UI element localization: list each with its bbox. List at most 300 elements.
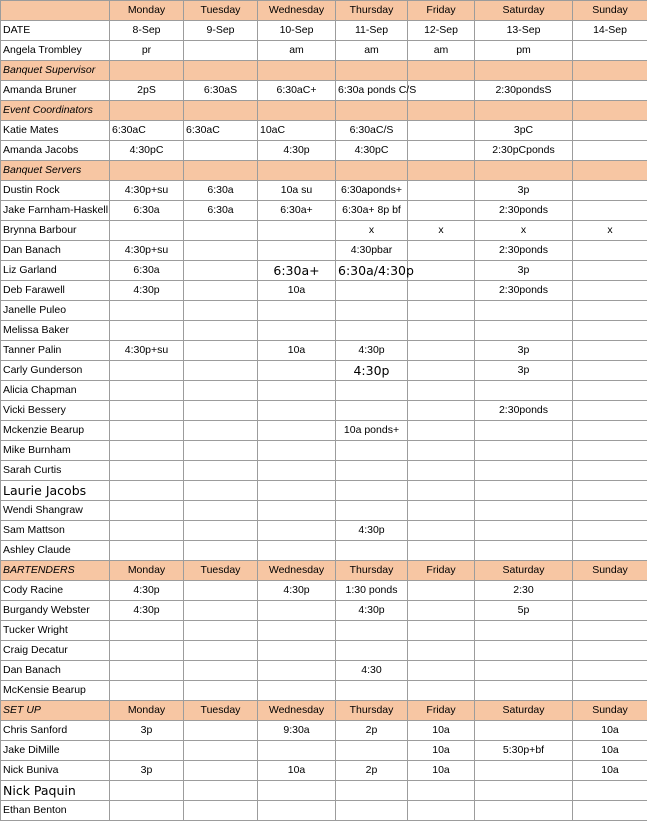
cell-sunday[interactable]: [573, 141, 647, 161]
cell-saturday[interactable]: [475, 621, 573, 641]
cell-friday[interactable]: [408, 181, 475, 201]
cell-wednesday[interactable]: [258, 321, 336, 341]
cell-monday[interactable]: 6:30a: [110, 201, 184, 221]
row-label[interactable]: Tanner Palin: [1, 341, 110, 361]
cell-sunday[interactable]: [573, 501, 647, 521]
cell-tuesday[interactable]: [184, 581, 258, 601]
cell-monday[interactable]: [110, 681, 184, 701]
cell-friday[interactable]: [408, 541, 475, 561]
cell-wednesday[interactable]: [258, 781, 336, 801]
cell-saturday[interactable]: Saturday: [475, 1, 573, 21]
cell-sunday[interactable]: [573, 181, 647, 201]
cell-thursday[interactable]: [336, 61, 408, 81]
cell-saturday[interactable]: 3p: [475, 361, 573, 381]
cell-saturday[interactable]: [475, 501, 573, 521]
cell-saturday[interactable]: [475, 101, 573, 121]
cell-thursday[interactable]: [336, 681, 408, 701]
cell-tuesday[interactable]: [184, 61, 258, 81]
cell-saturday[interactable]: Saturday: [475, 561, 573, 581]
cell-saturday[interactable]: [475, 61, 573, 81]
cell-thursday[interactable]: [336, 161, 408, 181]
row-label[interactable]: Mike Burnham: [1, 441, 110, 461]
cell-monday[interactable]: 4:30p+su: [110, 181, 184, 201]
cell-tuesday[interactable]: [184, 381, 258, 401]
cell-sunday[interactable]: [573, 321, 647, 341]
cell-thursday[interactable]: [336, 541, 408, 561]
cell-thursday[interactable]: 4:30p: [336, 341, 408, 361]
row-label[interactable]: Jake Farnham-Haskell: [1, 201, 110, 221]
cell-friday[interactable]: [408, 661, 475, 681]
cell-sunday[interactable]: [573, 421, 647, 441]
cell-sunday[interactable]: [573, 281, 647, 301]
cell-sunday[interactable]: [573, 161, 647, 181]
cell-wednesday[interactable]: [258, 441, 336, 461]
cell-friday[interactable]: [408, 361, 475, 381]
section-label[interactable]: Banquet Supervisor: [1, 61, 110, 81]
cell-friday[interactable]: 10a: [408, 721, 475, 741]
cell-wednesday[interactable]: 10a: [258, 281, 336, 301]
cell-saturday[interactable]: 2:30ponds: [475, 241, 573, 261]
cell-thursday[interactable]: [336, 781, 408, 801]
cell-friday[interactable]: [408, 161, 475, 181]
cell-saturday[interactable]: 2:30ponds: [475, 201, 573, 221]
cell-tuesday[interactable]: [184, 481, 258, 501]
row-label[interactable]: Dan Banach: [1, 241, 110, 261]
cell-friday[interactable]: [408, 301, 475, 321]
cell-sunday[interactable]: [573, 641, 647, 661]
row-label[interactable]: Wendi Shangraw: [1, 501, 110, 521]
cell-sunday[interactable]: [573, 601, 647, 621]
cell-monday[interactable]: [110, 781, 184, 801]
row-label[interactable]: Katie Mates: [1, 121, 110, 141]
cell-wednesday[interactable]: [258, 241, 336, 261]
cell-thursday[interactable]: [336, 381, 408, 401]
cell-tuesday[interactable]: [184, 461, 258, 481]
cell-sunday[interactable]: Sunday: [573, 1, 647, 21]
cell-sunday[interactable]: [573, 661, 647, 681]
cell-thursday[interactable]: 6:30a ponds C/S: [336, 81, 408, 101]
cell-wednesday[interactable]: 10a su: [258, 181, 336, 201]
row-label[interactable]: [1, 1, 110, 21]
row-label[interactable]: Amanda Bruner: [1, 81, 110, 101]
cell-wednesday[interactable]: [258, 521, 336, 541]
cell-saturday[interactable]: [475, 301, 573, 321]
cell-friday[interactable]: Friday: [408, 561, 475, 581]
cell-tuesday[interactable]: [184, 401, 258, 421]
cell-saturday[interactable]: [475, 481, 573, 501]
cell-tuesday[interactable]: [184, 161, 258, 181]
cell-thursday[interactable]: [336, 621, 408, 641]
cell-monday[interactable]: [110, 161, 184, 181]
cell-tuesday[interactable]: [184, 261, 258, 281]
cell-tuesday[interactable]: [184, 141, 258, 161]
cell-thursday[interactable]: [336, 441, 408, 461]
cell-tuesday[interactable]: [184, 501, 258, 521]
cell-friday[interactable]: [408, 281, 475, 301]
cell-wednesday[interactable]: 6:30a+: [258, 261, 336, 281]
cell-sunday[interactable]: [573, 301, 647, 321]
cell-sunday[interactable]: [573, 201, 647, 221]
cell-wednesday[interactable]: [258, 661, 336, 681]
cell-thursday[interactable]: 4:30pbar: [336, 241, 408, 261]
cell-saturday[interactable]: [475, 681, 573, 701]
cell-monday[interactable]: [110, 481, 184, 501]
cell-monday[interactable]: 4:30p: [110, 281, 184, 301]
cell-friday[interactable]: [408, 321, 475, 341]
cell-friday[interactable]: 12-Sep: [408, 21, 475, 41]
row-label[interactable]: Vicki Bessery: [1, 401, 110, 421]
cell-saturday[interactable]: [475, 381, 573, 401]
cell-saturday[interactable]: [475, 521, 573, 541]
cell-thursday[interactable]: 4:30: [336, 661, 408, 681]
cell-friday[interactable]: [408, 781, 475, 801]
cell-wednesday[interactable]: [258, 641, 336, 661]
cell-wednesday[interactable]: [258, 741, 336, 761]
cell-saturday[interactable]: 5:30p+bf: [475, 741, 573, 761]
row-label[interactable]: Nick Paquin: [1, 781, 110, 801]
cell-saturday[interactable]: 2:30pCponds: [475, 141, 573, 161]
cell-monday[interactable]: [110, 521, 184, 541]
cell-friday[interactable]: [408, 601, 475, 621]
cell-thursday[interactable]: 4:30p: [336, 361, 408, 381]
cell-sunday[interactable]: [573, 681, 647, 701]
cell-friday[interactable]: [408, 441, 475, 461]
cell-friday[interactable]: [408, 261, 475, 281]
row-label[interactable]: Jake DiMille: [1, 741, 110, 761]
cell-monday[interactable]: 4:30p: [110, 581, 184, 601]
cell-wednesday[interactable]: [258, 481, 336, 501]
cell-thursday[interactable]: 10a ponds+: [336, 421, 408, 441]
cell-friday[interactable]: [408, 481, 475, 501]
cell-thursday[interactable]: [336, 321, 408, 341]
cell-sunday[interactable]: [573, 341, 647, 361]
cell-thursday[interactable]: Thursday: [336, 1, 408, 21]
cell-sunday[interactable]: [573, 121, 647, 141]
cell-tuesday[interactable]: Tuesday: [184, 1, 258, 21]
cell-friday[interactable]: [408, 81, 475, 101]
cell-friday[interactable]: [408, 121, 475, 141]
cell-thursday[interactable]: 2p: [336, 721, 408, 741]
row-label[interactable]: Amanda Jacobs: [1, 141, 110, 161]
cell-thursday[interactable]: [336, 461, 408, 481]
row-label[interactable]: Ethan Benton: [1, 801, 110, 821]
cell-saturday[interactable]: [475, 781, 573, 801]
cell-sunday[interactable]: [573, 441, 647, 461]
cell-saturday[interactable]: [475, 641, 573, 661]
cell-thursday[interactable]: am: [336, 41, 408, 61]
cell-monday[interactable]: [110, 621, 184, 641]
cell-monday[interactable]: 3p: [110, 761, 184, 781]
cell-friday[interactable]: [408, 501, 475, 521]
cell-tuesday[interactable]: Tuesday: [184, 701, 258, 721]
cell-thursday[interactable]: 4:30pC: [336, 141, 408, 161]
row-label[interactable]: DATE: [1, 21, 110, 41]
cell-sunday[interactable]: [573, 361, 647, 381]
cell-wednesday[interactable]: [258, 601, 336, 621]
cell-tuesday[interactable]: [184, 421, 258, 441]
cell-thursday[interactable]: [336, 641, 408, 661]
section-label[interactable]: SET UP: [1, 701, 110, 721]
cell-sunday[interactable]: [573, 621, 647, 641]
cell-tuesday[interactable]: [184, 761, 258, 781]
cell-saturday[interactable]: 3p: [475, 261, 573, 281]
cell-saturday[interactable]: Saturday: [475, 701, 573, 721]
cell-thursday[interactable]: Thursday: [336, 561, 408, 581]
cell-tuesday[interactable]: [184, 281, 258, 301]
cell-tuesday[interactable]: [184, 681, 258, 701]
cell-tuesday[interactable]: [184, 321, 258, 341]
cell-sunday[interactable]: [573, 381, 647, 401]
row-label[interactable]: Laurie Jacobs: [1, 481, 110, 501]
cell-monday[interactable]: 6:30a: [110, 261, 184, 281]
cell-monday[interactable]: 2pS: [110, 81, 184, 101]
cell-friday[interactable]: [408, 201, 475, 221]
cell-monday[interactable]: 6:30aC: [110, 121, 184, 141]
cell-saturday[interactable]: 2:30: [475, 581, 573, 601]
cell-wednesday[interactable]: 6:30a+: [258, 201, 336, 221]
cell-thursday[interactable]: 4:30p: [336, 601, 408, 621]
cell-wednesday[interactable]: [258, 101, 336, 121]
cell-friday[interactable]: [408, 401, 475, 421]
cell-saturday[interactable]: 2:30ponds: [475, 401, 573, 421]
cell-saturday[interactable]: 3p: [475, 181, 573, 201]
cell-thursday[interactable]: 6:30aC/S: [336, 121, 408, 141]
cell-tuesday[interactable]: [184, 221, 258, 241]
cell-thursday[interactable]: 11-Sep: [336, 21, 408, 41]
cell-wednesday[interactable]: 10a: [258, 341, 336, 361]
cell-tuesday[interactable]: 6:30a: [184, 181, 258, 201]
cell-sunday[interactable]: [573, 61, 647, 81]
cell-monday[interactable]: Monday: [110, 1, 184, 21]
row-label[interactable]: Brynna Barbour: [1, 221, 110, 241]
cell-saturday[interactable]: 3p: [475, 341, 573, 361]
cell-monday[interactable]: [110, 61, 184, 81]
cell-wednesday[interactable]: [258, 461, 336, 481]
cell-friday[interactable]: [408, 641, 475, 661]
cell-thursday[interactable]: x: [336, 221, 408, 241]
cell-tuesday[interactable]: [184, 801, 258, 821]
cell-friday[interactable]: [408, 141, 475, 161]
cell-wednesday[interactable]: 10aC: [258, 121, 336, 141]
cell-sunday[interactable]: [573, 461, 647, 481]
cell-thursday[interactable]: Thursday: [336, 701, 408, 721]
cell-thursday[interactable]: [336, 301, 408, 321]
cell-wednesday[interactable]: 4:30p: [258, 141, 336, 161]
cell-wednesday[interactable]: Wednesday: [258, 561, 336, 581]
cell-saturday[interactable]: pm: [475, 41, 573, 61]
cell-friday[interactable]: [408, 341, 475, 361]
cell-tuesday[interactable]: [184, 301, 258, 321]
cell-sunday[interactable]: [573, 541, 647, 561]
cell-sunday[interactable]: x: [573, 221, 647, 241]
row-label[interactable]: Alicia Chapman: [1, 381, 110, 401]
row-label[interactable]: Dan Banach: [1, 661, 110, 681]
cell-thursday[interactable]: [336, 481, 408, 501]
cell-sunday[interactable]: [573, 401, 647, 421]
cell-monday[interactable]: 4:30p: [110, 601, 184, 621]
cell-friday[interactable]: [408, 61, 475, 81]
cell-thursday[interactable]: [336, 801, 408, 821]
cell-wednesday[interactable]: [258, 221, 336, 241]
cell-monday[interactable]: [110, 661, 184, 681]
cell-thursday[interactable]: 2p: [336, 761, 408, 781]
cell-tuesday[interactable]: [184, 741, 258, 761]
row-label[interactable]: Ashley Claude: [1, 541, 110, 561]
cell-wednesday[interactable]: 9:30a: [258, 721, 336, 741]
cell-monday[interactable]: Monday: [110, 561, 184, 581]
cell-saturday[interactable]: [475, 541, 573, 561]
cell-sunday[interactable]: 10a: [573, 741, 647, 761]
section-label[interactable]: Banquet Servers: [1, 161, 110, 181]
cell-saturday[interactable]: 3pC: [475, 121, 573, 141]
cell-wednesday[interactable]: 4:30p: [258, 581, 336, 601]
cell-friday[interactable]: [408, 421, 475, 441]
cell-wednesday[interactable]: [258, 541, 336, 561]
cell-monday[interactable]: 4:30p+su: [110, 341, 184, 361]
cell-wednesday[interactable]: [258, 501, 336, 521]
cell-sunday[interactable]: [573, 101, 647, 121]
cell-thursday[interactable]: [336, 401, 408, 421]
cell-sunday[interactable]: [573, 481, 647, 501]
cell-saturday[interactable]: 2:30ponds: [475, 281, 573, 301]
row-label[interactable]: Chris Sanford: [1, 721, 110, 741]
row-label[interactable]: Burgandy Webster: [1, 601, 110, 621]
cell-monday[interactable]: [110, 441, 184, 461]
cell-monday[interactable]: [110, 541, 184, 561]
cell-friday[interactable]: 10a: [408, 761, 475, 781]
row-label[interactable]: Cody Racine: [1, 581, 110, 601]
cell-monday[interactable]: [110, 381, 184, 401]
cell-friday[interactable]: [408, 461, 475, 481]
cell-tuesday[interactable]: 6:30a: [184, 201, 258, 221]
cell-friday[interactable]: [408, 621, 475, 641]
cell-saturday[interactable]: [475, 161, 573, 181]
cell-tuesday[interactable]: [184, 781, 258, 801]
row-label[interactable]: Sarah Curtis: [1, 461, 110, 481]
cell-saturday[interactable]: [475, 721, 573, 741]
cell-monday[interactable]: 3p: [110, 721, 184, 741]
row-label[interactable]: Angela Trombley: [1, 41, 110, 61]
cell-sunday[interactable]: [573, 521, 647, 541]
cell-wednesday[interactable]: [258, 621, 336, 641]
cell-wednesday[interactable]: [258, 361, 336, 381]
cell-tuesday[interactable]: [184, 441, 258, 461]
cell-saturday[interactable]: 13-Sep: [475, 21, 573, 41]
row-label[interactable]: Mckenzie Bearup: [1, 421, 110, 441]
cell-tuesday[interactable]: [184, 361, 258, 381]
cell-wednesday[interactable]: Wednesday: [258, 1, 336, 21]
cell-wednesday[interactable]: [258, 401, 336, 421]
cell-wednesday[interactable]: [258, 801, 336, 821]
cell-friday[interactable]: [408, 801, 475, 821]
cell-tuesday[interactable]: Tuesday: [184, 561, 258, 581]
cell-saturday[interactable]: [475, 761, 573, 781]
cell-friday[interactable]: Friday: [408, 1, 475, 21]
cell-monday[interactable]: [110, 361, 184, 381]
cell-sunday[interactable]: [573, 241, 647, 261]
cell-monday[interactable]: [110, 401, 184, 421]
section-label[interactable]: BARTENDERS: [1, 561, 110, 581]
cell-friday[interactable]: [408, 381, 475, 401]
cell-friday[interactable]: am: [408, 41, 475, 61]
cell-monday[interactable]: [110, 801, 184, 821]
cell-wednesday[interactable]: 10-Sep: [258, 21, 336, 41]
cell-monday[interactable]: [110, 421, 184, 441]
cell-friday[interactable]: [408, 521, 475, 541]
cell-sunday[interactable]: [573, 781, 647, 801]
cell-wednesday[interactable]: [258, 381, 336, 401]
row-label[interactable]: Nick Buniva: [1, 761, 110, 781]
cell-monday[interactable]: Monday: [110, 701, 184, 721]
cell-wednesday[interactable]: am: [258, 41, 336, 61]
cell-saturday[interactable]: 2:30pondsS: [475, 81, 573, 101]
cell-wednesday[interactable]: Wednesday: [258, 701, 336, 721]
cell-monday[interactable]: [110, 101, 184, 121]
row-label[interactable]: Liz Garland: [1, 261, 110, 281]
cell-monday[interactable]: 4:30p+su: [110, 241, 184, 261]
cell-saturday[interactable]: [475, 421, 573, 441]
cell-tuesday[interactable]: [184, 721, 258, 741]
cell-monday[interactable]: [110, 741, 184, 761]
cell-friday[interactable]: [408, 581, 475, 601]
cell-thursday[interactable]: 1:30 ponds: [336, 581, 408, 601]
cell-tuesday[interactable]: [184, 101, 258, 121]
cell-tuesday[interactable]: 9-Sep: [184, 21, 258, 41]
row-label[interactable]: Dustin Rock: [1, 181, 110, 201]
cell-saturday[interactable]: [475, 441, 573, 461]
cell-sunday[interactable]: Sunday: [573, 561, 647, 581]
row-label[interactable]: Janelle Puleo: [1, 301, 110, 321]
cell-sunday[interactable]: Sunday: [573, 701, 647, 721]
row-label[interactable]: McKensie Bearup: [1, 681, 110, 701]
cell-thursday[interactable]: [336, 281, 408, 301]
cell-tuesday[interactable]: 6:30aC: [184, 121, 258, 141]
cell-thursday[interactable]: 4:30p: [336, 521, 408, 541]
cell-thursday[interactable]: [336, 501, 408, 521]
cell-sunday[interactable]: [573, 261, 647, 281]
cell-sunday[interactable]: [573, 801, 647, 821]
cell-friday[interactable]: Friday: [408, 701, 475, 721]
cell-wednesday[interactable]: 6:30aC+: [258, 81, 336, 101]
row-label[interactable]: Melissa Baker: [1, 321, 110, 341]
cell-monday[interactable]: [110, 641, 184, 661]
cell-thursday[interactable]: 6:30a/4:30p: [336, 261, 408, 281]
row-label[interactable]: Sam Mattson: [1, 521, 110, 541]
cell-wednesday[interactable]: 10a: [258, 761, 336, 781]
cell-monday[interactable]: 4:30pC: [110, 141, 184, 161]
cell-tuesday[interactable]: [184, 661, 258, 681]
cell-tuesday[interactable]: 6:30aS: [184, 81, 258, 101]
cell-thursday[interactable]: [336, 101, 408, 121]
cell-sunday[interactable]: 10a: [573, 721, 647, 741]
cell-tuesday[interactable]: [184, 521, 258, 541]
row-label[interactable]: Tucker Wright: [1, 621, 110, 641]
row-label[interactable]: Carly Gunderson: [1, 361, 110, 381]
cell-sunday[interactable]: 14-Sep: [573, 21, 647, 41]
cell-saturday[interactable]: [475, 461, 573, 481]
cell-tuesday[interactable]: [184, 41, 258, 61]
cell-wednesday[interactable]: [258, 421, 336, 441]
cell-friday[interactable]: [408, 101, 475, 121]
cell-tuesday[interactable]: [184, 341, 258, 361]
cell-saturday[interactable]: [475, 661, 573, 681]
cell-tuesday[interactable]: [184, 641, 258, 661]
cell-thursday[interactable]: 6:30a+ 8p bf: [336, 201, 408, 221]
section-label[interactable]: Event Coordinators: [1, 101, 110, 121]
cell-monday[interactable]: 8-Sep: [110, 21, 184, 41]
cell-monday[interactable]: [110, 221, 184, 241]
cell-sunday[interactable]: [573, 41, 647, 61]
